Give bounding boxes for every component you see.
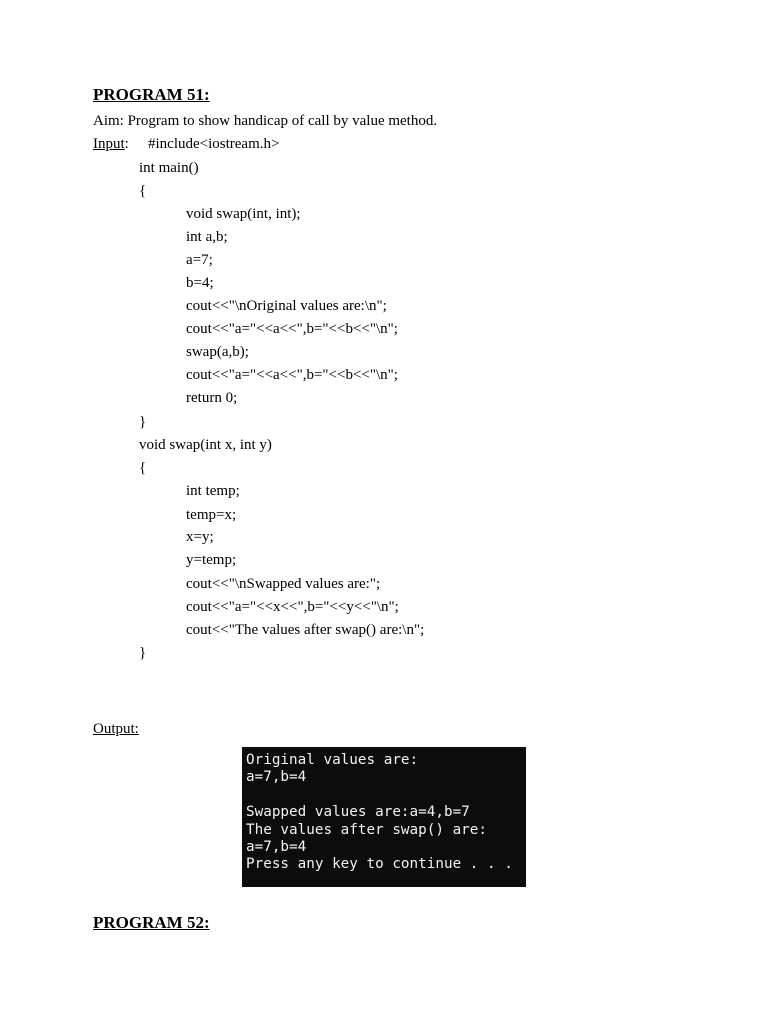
code-line: temp=x; [186, 507, 237, 523]
code-line: void swap(int x, int y) [139, 437, 272, 453]
code-line: void swap(int, int); [186, 206, 301, 222]
console-line: a=7,b=4 [246, 769, 307, 786]
code-line: #include<iostream.h> [148, 136, 280, 152]
output-label: Output: [93, 721, 139, 737]
code-line: return 0; [186, 390, 238, 406]
console-output-screenshot [242, 747, 526, 887]
code-line: cout<<"a="<<a<<",b="<<b<<"\n"; [186, 321, 398, 337]
code-line: y=temp; [186, 552, 237, 568]
aim-text: Aim: Program to show handicap of call by value method. [93, 113, 438, 129]
code-line: { [139, 460, 147, 476]
code-line: swap(a,b); [186, 344, 249, 360]
console-line: Original values are: [246, 752, 419, 768]
console-line: Swapped values are:a=4,b=7 [246, 804, 470, 821]
code-line: int temp; [186, 483, 240, 499]
code-line: { [139, 183, 147, 199]
program-51-heading: PROGRAM 51: [93, 85, 210, 104]
console-line: a=7,b=4 [246, 838, 307, 855]
code-line: int main() [139, 160, 199, 176]
input-label: Input [93, 136, 125, 152]
input-colon: : [124, 136, 129, 152]
console-line: The values after swap() are: [246, 821, 488, 838]
code-line: cout<<"\nSwapped values are:"; [186, 576, 381, 592]
code-line: } [139, 414, 147, 430]
input-label-line [93, 135, 129, 153]
code-line: } [139, 645, 147, 661]
program-52-heading: PROGRAM 52: [93, 913, 210, 932]
code-line: cout<<"\nOriginal values are:\n"; [186, 298, 387, 314]
code-line: x=y; [186, 529, 214, 545]
code-line: cout<<"The values after swap() are:\n"; [186, 622, 425, 638]
code-line: int a,b; [186, 229, 228, 245]
code-line: cout<<"a="<<x<<",b="<<y<<"\n"; [186, 599, 399, 615]
console-line: Press any key to continue . . . [246, 856, 513, 873]
code-line: cout<<"a="<<a<<",b="<<b<<"\n"; [186, 367, 398, 383]
code-line: a=7; [186, 252, 213, 268]
code-line: b=4; [186, 275, 214, 291]
console-line [246, 787, 526, 804]
